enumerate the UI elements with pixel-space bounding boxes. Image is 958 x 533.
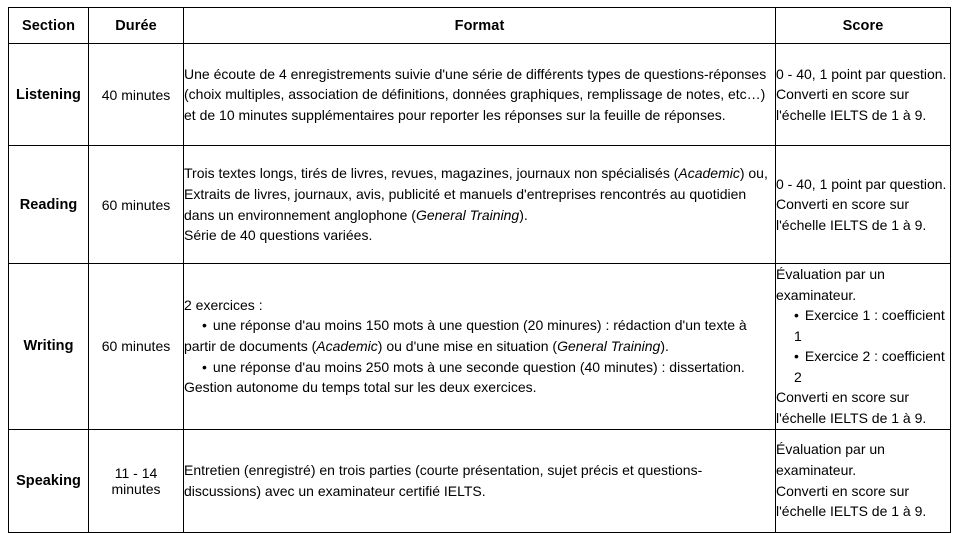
format-text: ). (519, 206, 528, 223)
format-line: Entretien (enregistré) en trois parties (courte présentation, sujet précis et questions- (184, 462, 703, 479)
format-line (184, 205, 775, 226)
format-line: (choix multiples, association de définitions, données graphiques, remplissage de notes, etc…) (184, 86, 766, 103)
score-line: examinateur. (776, 286, 857, 303)
cell-section-reading: Reading (9, 146, 89, 264)
score-line: Converti en score sur (776, 482, 910, 499)
format-text: une réponse d'au moins 150 mots à une question (20 minures) : rédaction d'un texte à (212, 317, 747, 334)
cell-score-writing (776, 264, 951, 430)
cell-format-speaking (184, 429, 776, 532)
score-line: Converti en score sur (776, 86, 910, 103)
format-line (184, 225, 775, 246)
score-line: l'échelle IELTS de 1 à 9. (776, 216, 927, 233)
column-header-duree: Durée (89, 8, 184, 44)
format-text: ) ou d'une mise en situation ( (377, 338, 558, 355)
table-header (9, 8, 951, 44)
format-line: Une écoute de 4 enregistrements suivie d'une série de différents types de questions-réponses (184, 65, 767, 82)
column-header-section: Section (9, 8, 89, 44)
cell-score-reading (776, 146, 951, 264)
score-line: examinateur. (776, 462, 857, 479)
ielts-exam-structure-table (8, 7, 951, 533)
format-text: Extraits de livres, journaux, avis, publicité et manuels d'entreprises rencontrés au quotidien (184, 185, 747, 202)
table-row (9, 264, 951, 430)
format-text: Série de 40 questions variées. (184, 227, 373, 244)
format-bullet-item (184, 357, 775, 378)
format-line (184, 184, 775, 205)
format-text: dans un environnement anglophone ( (184, 206, 416, 223)
table-row (9, 429, 951, 532)
score-line: Évaluation par un (776, 441, 885, 458)
score-line: Évaluation par un (776, 266, 885, 282)
format-line (184, 163, 775, 184)
score-bullet-item: • Exercice 2 : coefficient 2 (794, 346, 950, 387)
cell-section-writing: Writing (9, 264, 89, 430)
format-intro: 2 exercices : (184, 296, 263, 313)
cell-duree-reading: 60 minutes (89, 146, 184, 264)
cell-score-speaking (776, 429, 951, 532)
cell-format-writing (184, 264, 776, 430)
score-line: l'échelle IELTS de 1 à 9. (776, 410, 927, 427)
table-header-row (9, 8, 951, 44)
table-row (9, 44, 951, 146)
format-bullet-item (184, 315, 775, 336)
score-line: 0 - 40, 1 point par question. (776, 65, 947, 82)
score-line: Converti en score sur (776, 196, 910, 213)
score-bullet-item: • Exercice 1 : coefficient 1 (794, 305, 950, 346)
cell-section-listening: Listening (9, 44, 89, 146)
score-line: 0 - 40, 1 point par question. (776, 175, 947, 192)
score-line: l'échelle IELTS de 1 à 9. (776, 106, 927, 123)
table-body (9, 44, 951, 533)
table-row (9, 146, 951, 264)
cell-section-speaking: Speaking (9, 429, 89, 532)
format-emphasis: General Training (557, 338, 661, 355)
format-bullet-list (184, 357, 775, 378)
format-emphasis: Academic (678, 165, 740, 182)
format-text: partir de documents ( (184, 338, 317, 355)
score-line: Converti en score sur (776, 389, 910, 406)
column-header-format: Format (184, 8, 776, 44)
format-line: et de 10 minutes supplémentaires pour reporter les réponses sur la feuille de réponses. (184, 106, 726, 123)
cell-score-listening (776, 44, 951, 146)
cell-duree-writing: 60 minutes (89, 264, 184, 430)
score-bullet-list (776, 305, 950, 387)
format-text: ). (660, 338, 669, 355)
format-text: ) ou, (739, 165, 768, 182)
cell-duree-speaking: 11 - 14 minutes (89, 429, 184, 532)
format-line: discussions) avec un examinateur certifié IELTS. (184, 482, 486, 499)
format-emphasis: Academic (316, 338, 378, 355)
cell-format-listening (184, 44, 776, 146)
cell-format-reading (184, 146, 776, 264)
format-outro: Gestion autonome du temps total sur les deux exercices. (184, 379, 537, 396)
column-header-score: Score (776, 8, 951, 44)
format-text: Trois textes longs, tirés de livres, revues, magazines, journaux non spécialisés ( (184, 165, 679, 182)
format-emphasis: General Training (415, 206, 520, 223)
score-line: l'échelle IELTS de 1 à 9. (776, 503, 927, 520)
format-bullet-list (184, 315, 775, 336)
cell-duree-listening: 40 minutes (89, 44, 184, 146)
format-text: une réponse d'au moins 250 mots à une seconde question (40 minutes) : dissertation. (212, 358, 745, 375)
format-line (184, 336, 775, 357)
